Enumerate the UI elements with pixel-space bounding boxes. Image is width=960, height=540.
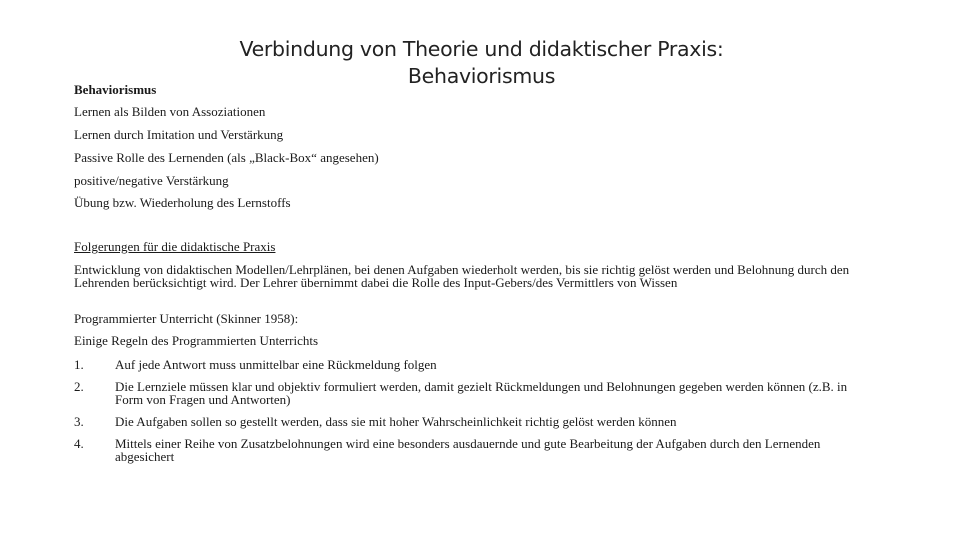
programmed-instruction-line: Programmierter Unterricht (Skinner 1958): [74,311,299,326]
rule-text: Die Aufgaben sollen so gestellt werden, dass sie mit hoher Wahrscheinlichkeit richtig gelöst werden können [115,414,677,429]
list-item: Lernen durch Imitation und Verstärkung [74,127,284,142]
rule-number: 3. [74,414,84,429]
list-item: positive/negative Verstärkung [74,173,229,188]
rule-number: 4. [74,436,84,451]
slide-title-line-1: Verbindung von Theorie und didaktischer Praxis: [239,37,724,61]
rules-intro: Einige Regeln des Programmierten Unterrichts [74,333,319,348]
rule-text: Mittels einer Reihe von Zusatzbelohnungen wird eine besonders ausdauernde und gute Bearbeitung der Aufgaben durch den Lernenden abgesichert [115,436,821,464]
rule-number: 1. [74,357,84,372]
section-heading-folgerungen: Folgerungen für die didaktische Praxis [74,239,276,254]
rule-text: Die Lernziele müssen klar und objektiv formuliert werden, damit gezielt Rückmeldungen und Belohnungen gegeben werden können (z.B. in Form von Fragen und Antworten) [115,379,848,407]
slide-title-line-2: Behaviorismus [407,64,556,88]
section-heading-behaviorismus: Behaviorismus [74,82,157,97]
didactic-paragraph: Entwicklung von didaktischen Modellen/Lehrplänen, bei denen Aufgaben wiederholt werden, bis sie richtig gelöst werden und Belohnung durch den Lehrenden berücksichtigt wird. Der Lehrer übernimmt dabei die Rolle des Input-Gebers/des Vermittlers von Wissen [74,262,850,290]
list-item: Lernen als Bilden von Assoziationen [74,104,266,119]
rule-text: Auf jede Antwort muss unmittelbar eine Rückmeldung folgen [115,357,437,372]
list-item: Passive Rolle des Lernenden (als „Black-Box“ angesehen) [74,150,379,165]
list-item: Übung bzw. Wiederholung des Lernstoffs [74,195,291,210]
rule-number: 2. [74,379,84,394]
